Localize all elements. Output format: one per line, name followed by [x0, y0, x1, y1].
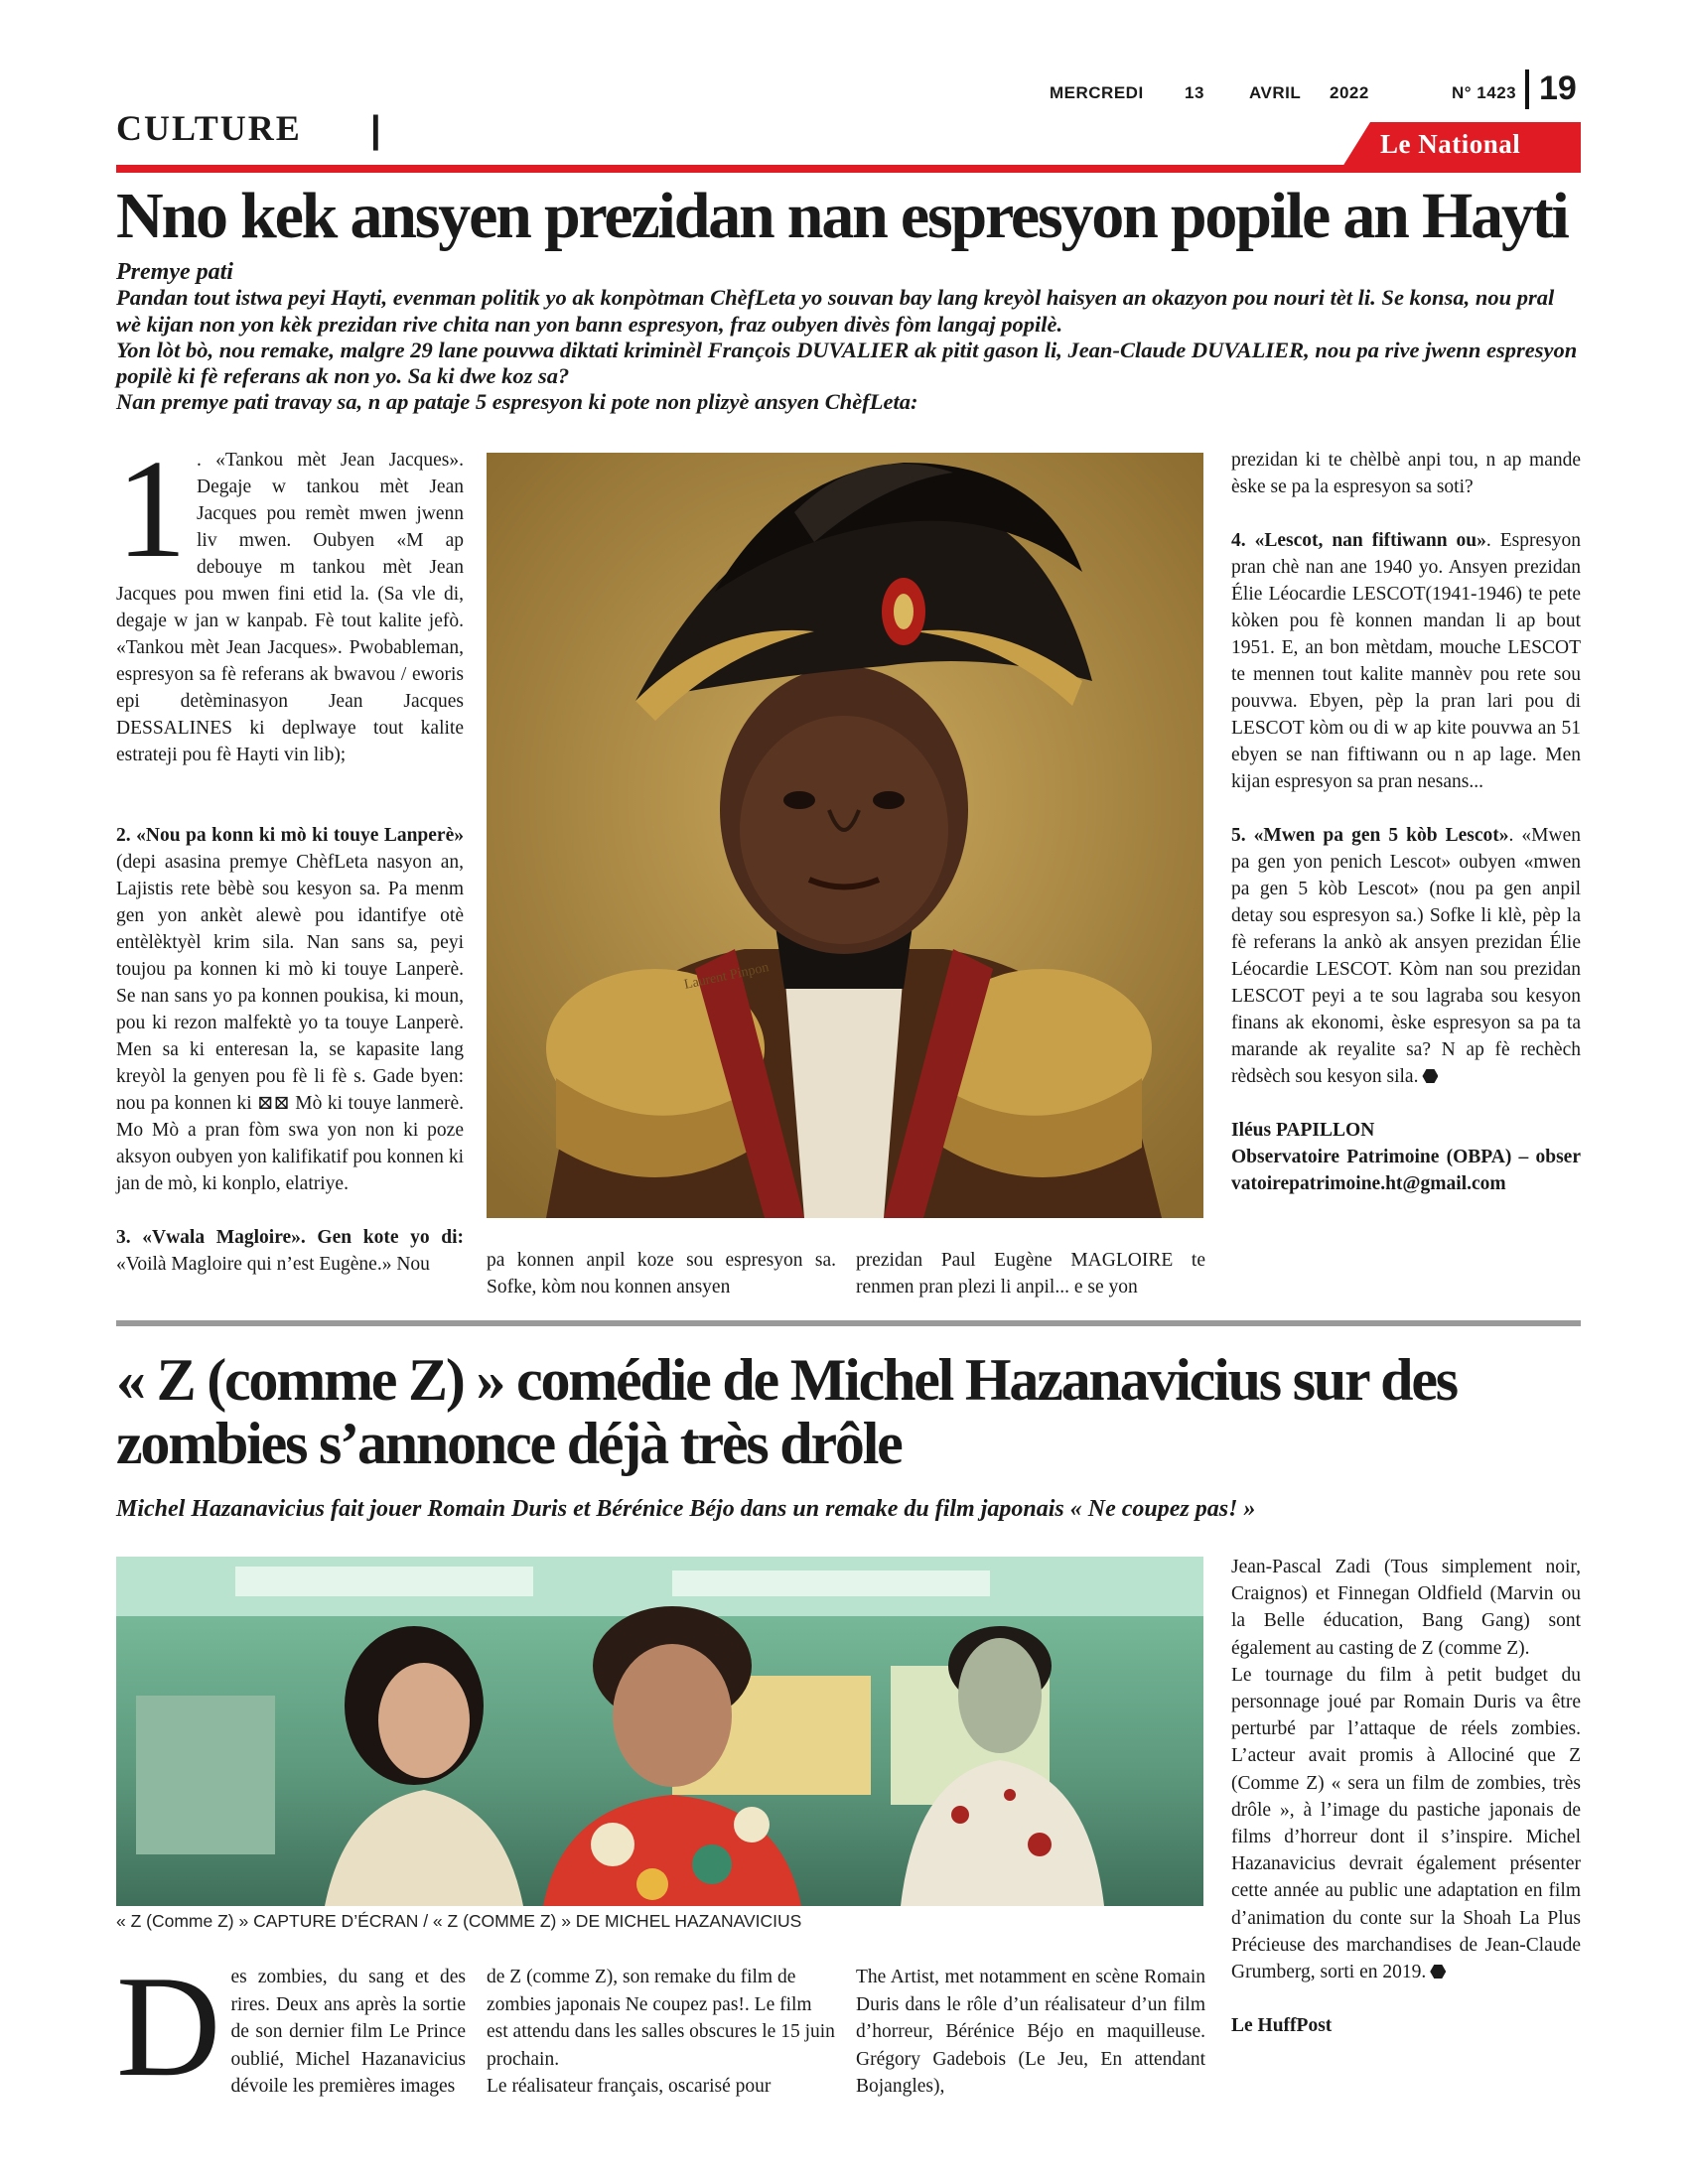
dropcap: 1 — [116, 430, 187, 587]
end-mark-icon — [1422, 1069, 1438, 1083]
article1-paragraph-0: prezidan ki te chèlbè anpi tou, n ap mande èske se pa la espresyon sa soti? — [1231, 450, 1581, 497]
dropcap: D — [116, 1946, 221, 2107]
end-mark-icon — [1430, 1965, 1446, 1979]
issue-date: 13 — [1185, 83, 1204, 102]
film-still-photo — [116, 1557, 1203, 1906]
issue-year: 2022 — [1330, 83, 1369, 102]
article2-column-1: Des zombies, du sang et des rires. Deux ans après la sortie de son dernier film Le Prince oublié, Michel Hazanavicius dévoile les premières images — [116, 1946, 466, 2107]
article1-paragraph-1: 1 . «Tankou mèt Jean Jacques». Degaje w tankou mèt Jean Jacques pou remèt mwen jwenn liv mwen. Oubyen «M ap debouye m tankou mèt Jean Jacques pou mwen fini etid la. (Sa vle di, degaje w jan w kanpab. Fè tout kalite jefò. «Tankou mèt Jean Jacques». Pwobableman, espresyon sa fè referans ak bwavou / eworis epi detèminasyon Jean Jacques DESSALINES ki deplwaye tout kalite estrateji pou fè Hayti vin lib); — [116, 430, 464, 765]
article2-column-4 — [1231, 1554, 1581, 2039]
issue-number: N° 1423 — [1452, 83, 1517, 102]
article1-column-2: pa konnen anpil koze sou espresyon sa. Sofke, kòm nou konnen ansyen — [487, 1250, 836, 1297]
article1-column-3: prezidan Paul Eugène MAGLOIRE te renmen pran plezi li anpil... e se yon — [856, 1250, 1205, 1297]
header-rule — [116, 165, 1581, 173]
brand-name: Le National — [1380, 129, 1521, 159]
article1-column-4 — [1231, 447, 1581, 1197]
article1-paragraph-3: 3. «Vwala Magloire». Gen kote yo di: «Voilà Magloire qui n’est Eugène.» Nou — [116, 1227, 464, 1275]
article1-intro-p1: Pandan tout istwa peyi Hayti, evenman politik yo ak konpòtman ChèfLeta yo souvan bay lang kreyòl haisyen an okazyon pou nouri tèt li. Se konsa, nou pral wè kijan non yon kèk prezidan rive chita nan yon bann espresyon, fraz oubyen divès fòm langaj popilè. — [116, 285, 1555, 337]
article2-headline-line1: « Z (comme Z) » comédie de Michel Hazanavicius sur des — [116, 1347, 1457, 1413]
portrait-photo — [487, 453, 1203, 1218]
article2-col2-p1: de Z (comme Z), son remake du film de zombies japonais Ne coupez pas!. Le film est attendu dans les salles obscures le 15 juin prochain. — [487, 1967, 835, 2070]
article2-col4-p2: Le tournage du film à petit budget du personnage joué par Romain Duris va être perturbé par l’attaque de réels zombies. L’acteur avait promis à Allociné que Z (Comme Z) « sera un film de zombies, très drôle », à l’image du pastiche japonais de films d’horreur dont il s’inspire. Michel Hazanavicius devrait également présenter cette année au public une adaptation en film d’animation du conte sur la Shoah La Plus Précieuse des marchandises de Jean-Claude Grumberg, sorti en 2019. — [1231, 1664, 1581, 1983]
svg-text:Laurent Pinpon: Laurent Pinpon — [682, 960, 771, 993]
article2-source: Le HuffPost — [1231, 2015, 1333, 2037]
article2-column-2 — [487, 1964, 836, 2101]
article2-standfirst: Michel Hazanavicius fait jouer Romain Duris et Bérénice Béjo dans un remake du film japonais « Ne coupez pas! » — [116, 1496, 1256, 1522]
author-affiliation: Observatoire Patrimoine (OBPA) – observatoirepatrimoine.ht@gmail.com — [1231, 1147, 1581, 1194]
film-still-illustration — [116, 1557, 1203, 1906]
article1-intro-p2: Yon lòt bò, nou remake, malgre 29 lane pouvwa diktati kriminèl François DUVALIER ak pitit gason li, Jean-Claude DUVALIER, nou pa rive jwenn espresyon popilè ki fè referans ak non yo. Sa ki dwe koz sa? — [116, 337, 1578, 389]
page-number: 19 — [1539, 69, 1577, 107]
article2-col4-p1: Jean-Pascal Zadi (Tous simplement noir, Craignos) et Finnegan Oldfield (Marvin ou la Belle éducation, Bang Gang) sont également au casting de Z (comme Z). — [1231, 1557, 1581, 1659]
article2-column-3: The Artist, met notamment en scène Romain Duris dans le rôle d’un réalisateur d’un film d’horreur, Bérénice Béjo en maquilleuse. Grégory Gadebois (Le Jeu, En attendant Bojangles), — [856, 1967, 1205, 2097]
issue-month: AVRIL — [1249, 83, 1302, 102]
author-name: Iléus PAPILLON — [1231, 1120, 1375, 1141]
article2-headline — [116, 1348, 1606, 1475]
article1-paragraph-2: 2. «Nou pa konn ki mò ki touye Lanperè» (depi asasina premye ChèfLeta nasyon an, Lajistis rete bèbè sou kesyon sa. Pa menm gen yon ankèt alewè pou idantifye otè entèlèktyèl krim sila. Nan sans sa, peyi toujou pa konnen ki mò ki touye Lanperè. Se nan sans yo pa konnen poukisa, ki moun, pou ki rezon malfektè yo ta touye Lanperè. Men sa ki enteresan la, se kapasite lang kreyòl la genyen pou fè li fè s. Gade byen: nou pa konnen ki ⊠⊠ Mò ki touye lanmerè. Mo Mò a pran fòm swa yon non ki poze aksyon oubyen yon kalifikatif pou konnen ki jan de mò, ki konplo, elatriye. — [116, 825, 464, 1194]
article-divider — [116, 1320, 1581, 1326]
article2-col2-p2: Le réalisateur français, oscarisé pour — [487, 2076, 772, 2097]
section-label: CULTURE — [116, 108, 302, 148]
photo-caption: « Z (Comme Z) » CAPTURE D’ÉCRAN / « Z (COMME Z) » DE MICHEL HAZANAVICIUS — [116, 1911, 802, 1931]
article1-headline: Nno kek ansyen prezidan nan espresyon popile an Hayti — [116, 180, 1568, 252]
article1-column-1 — [116, 430, 464, 1278]
issue-divider — [1525, 69, 1529, 109]
article1-paragraph-4: 4. «Lescot, nan fiftiwann ou». Espresyon pran chè nan ane 1940 yo. Ansyen prezidan Élie Léocardie LESCOT(1941-1946) te pete kòken pou fè konnen mandan li ap bout 1951. E, an bon mètdam, mouche LESCOT te mennen tout kalite mannèv pou rete sou pouvwa. Ebyen, pèp la pran lari pou di LESCOT kòm ou di w ap kite pouvwa an 51 ebyen se nan fiftiwann ou n ap lage. Men kijan espresyon sa pran nesans... — [1231, 530, 1581, 792]
issue-day: MERCREDI — [1050, 83, 1144, 102]
article1-paragraph-5: 5. «Mwen pa gen 5 kòb Lescot». «Mwen pa gen yon penich Lescot» oubyen «mwen pa gen 5 kòb Lescot» (nou pa gen anpil detay sou espresyon sa.) Sofke li klè, pèp la fè referans la ankò ak ansyen prezidan Élie Léocardie LESCOT. Kòm nan sou prezidan LESCOT peyi a te sou lagraba sou kesyon finans ak ekonomi, èske espresyon sa pa ta marande ak reyalite sa? N ap fè rechèch rèdsèch sou kesyon sila. — [1231, 825, 1582, 1087]
article1-intro — [116, 259, 1581, 416]
section-separator: | — [370, 109, 381, 151]
article1-intro-p3: Nan premye pati travay sa, n ap pataje 5 espresyon ki pote non plizyè ansyen ChèfLeta: — [116, 389, 918, 415]
article2-headline-line2: zombies s’annonce déjà très drôle — [116, 1411, 902, 1476]
portrait-illustration — [487, 453, 1203, 1218]
article1-kicker: Premye pati — [116, 259, 233, 285]
